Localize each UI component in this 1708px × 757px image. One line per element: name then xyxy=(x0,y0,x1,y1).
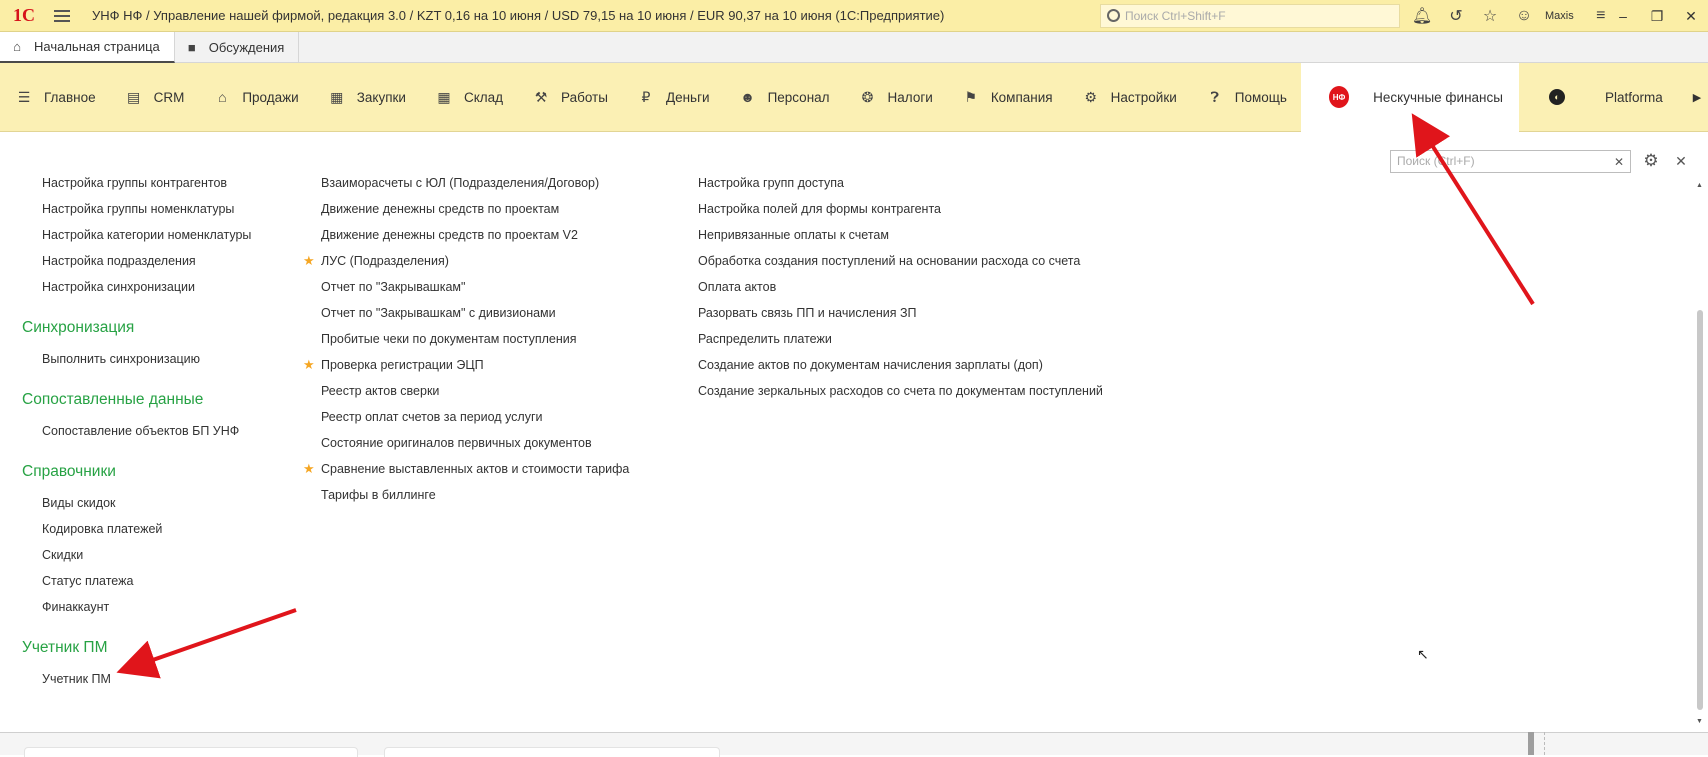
section-label: Нескучные финансы xyxy=(1373,89,1503,105)
list-item[interactable]: Непривязанные оплаты к счетам xyxy=(698,228,889,242)
list-item[interactable]: Сопоставление объектов БП УНФ xyxy=(42,424,240,438)
mouse-cursor-icon: ↖ xyxy=(1417,646,1429,662)
flag-icon: ⚑ xyxy=(964,88,978,105)
list-item[interactable]: Статус платежа xyxy=(42,574,134,588)
tab-label: Обсуждения xyxy=(208,40,285,55)
panel-search-input[interactable]: Поиск (Ctrl+F) xyxy=(1390,150,1631,173)
scroll-up-icon[interactable]: ▲ xyxy=(1696,182,1703,189)
ruble-icon: ₽ xyxy=(641,88,651,105)
list-item[interactable]: Учетник ПМ xyxy=(42,672,111,686)
section-label: Персонал xyxy=(767,89,830,105)
section-label: Продажи xyxy=(242,89,299,105)
section-label: Работы xyxy=(561,89,608,105)
1c-logo-icon[interactable]: 1С xyxy=(13,5,35,25)
list-item[interactable]: Настройка полей для формы контрагента xyxy=(698,202,941,216)
list-item[interactable]: Реестр актов сверки xyxy=(321,384,440,398)
bell-icon[interactable]: 🔔︎ xyxy=(1411,8,1433,25)
settings-menu-icon[interactable]: ≡ xyxy=(1596,7,1606,24)
warehouse-icon: ▦ xyxy=(437,88,451,105)
section-label: Помощь xyxy=(1234,89,1287,105)
section-label: Закупки xyxy=(356,89,406,105)
arrow-to-uchetnik-group xyxy=(124,610,296,670)
section-label: CRM xyxy=(153,89,185,105)
window-title: УНФ НФ / Управление нашей фирмой, редакция 3.0 / KZT 0,16 на 10 июня / USD 79,15 на 10 июня / EUR 90,37 на 10 июня (1С:Предприятие) xyxy=(92,8,945,23)
list-item[interactable]: Оплата актов xyxy=(698,280,777,294)
list-item[interactable]: Отчет по "Закрывашкам" xyxy=(321,280,466,294)
section-label: Platforma xyxy=(1604,89,1663,105)
cart-icon: ▦ xyxy=(330,88,344,105)
list-item[interactable]: Реестр оплат счетов за период услуги xyxy=(321,410,543,424)
favorite-star-icon[interactable]: ★ xyxy=(303,253,315,268)
question-icon: ❓︎ xyxy=(1210,88,1219,105)
section-label: Главное xyxy=(44,89,96,105)
list-item[interactable]: Настройка категории номенклатуры xyxy=(42,228,252,242)
group-title-catalogs: Справочники xyxy=(22,463,116,480)
list-item[interactable]: Пробитые чеки по документам поступления xyxy=(321,332,577,346)
arrow-to-nf-section xyxy=(1416,120,1533,304)
list-item[interactable]: Настройка синхронизации xyxy=(42,280,195,294)
tab-label: Начальная страница xyxy=(34,39,160,54)
list-item[interactable]: Виды скидок xyxy=(42,496,116,510)
star-icon[interactable]: ☆ xyxy=(1482,8,1498,25)
panel-settings-icon[interactable]: ⚙ xyxy=(1643,151,1659,170)
favorite-star-icon[interactable]: ★ xyxy=(303,357,315,372)
emblem-icon: ❂ xyxy=(861,88,874,105)
panel-close-icon[interactable]: ✕ xyxy=(1675,152,1687,169)
list-item[interactable]: ★ Сравнение выставленных актов и стоимости тарифа xyxy=(321,456,629,482)
section-label: Налоги xyxy=(887,89,933,105)
list-item[interactable]: Движение денежны средств по проектам V2 xyxy=(321,228,578,242)
person-icon: ☻ xyxy=(740,89,755,105)
home-icon: ⌂ xyxy=(13,39,21,54)
list-item[interactable]: Тарифы в биллинге xyxy=(321,488,436,502)
list-item[interactable]: Выполнить синхронизацию xyxy=(42,352,201,366)
list-item[interactable]: Обработка создания поступлений на основании расхода со счета xyxy=(698,254,1081,268)
nf-logo-icon: НФ xyxy=(1329,86,1349,108)
list-item[interactable]: Создание актов по документам начисления зарплаты (доп) xyxy=(698,358,1043,372)
list-item[interactable]: Разорвать связь ПП и начисления ЗП xyxy=(698,306,917,320)
user-icon[interactable]: ☺ xyxy=(1515,7,1533,24)
list-item[interactable]: Отчет по "Закрывашкам" с дивизионами xyxy=(321,306,556,320)
section-label: Настройки xyxy=(1110,89,1177,105)
list-item[interactable]: ★ ЛУС (Подразделения) xyxy=(321,248,629,274)
list-item[interactable]: Создание зеркальных расходов со счета по документам поступлений xyxy=(698,384,1103,398)
section-label: Деньги xyxy=(665,89,710,105)
contact-card-icon: ▤ xyxy=(126,88,141,105)
section-label: Склад xyxy=(463,89,504,105)
favorite-star-icon[interactable]: ★ xyxy=(303,461,315,476)
group-title-matched-data: Сопоставленные данные xyxy=(22,391,204,408)
list-item[interactable]: Настройка подразделения xyxy=(42,254,196,268)
list-item[interactable]: Настройка групп доступа xyxy=(698,176,844,190)
minimize-icon[interactable]: – xyxy=(1619,8,1627,24)
list-item[interactable]: Движение денежны средств по проектам xyxy=(321,202,560,216)
group-title-uchetnik: Учетник ПМ xyxy=(22,639,108,656)
section-label: Компания xyxy=(990,89,1053,105)
sections-scroll-right-icon[interactable]: ▶ xyxy=(1692,92,1702,104)
history-icon[interactable]: ↺ xyxy=(1449,8,1463,25)
gear-icon: ⚙ xyxy=(1084,88,1097,105)
user-name[interactable]: Maxis xyxy=(1545,10,1574,22)
list-item[interactable]: Финаккаунт xyxy=(42,600,110,614)
list-item[interactable]: Распределить платежи xyxy=(698,332,832,346)
close-window-icon[interactable]: ✕ xyxy=(1685,7,1697,24)
list-item[interactable]: ★ Проверка регистрации ЭЦП xyxy=(321,352,629,378)
list-item[interactable]: Кодировка платежей xyxy=(42,522,163,536)
list-item[interactable]: Настройка группы номенклатуры xyxy=(42,202,235,216)
list-item[interactable]: Взаиморасчеты с ЮЛ (Подразделения/Договор) xyxy=(321,176,600,190)
list-icon: ☰ xyxy=(17,88,31,105)
clear-search-icon[interactable]: ✕ xyxy=(1608,150,1631,173)
tools-icon: ⚒ xyxy=(534,88,548,105)
list-item[interactable]: Настройка группы контрагентов xyxy=(42,176,228,190)
restore-icon[interactable]: ❐ xyxy=(1650,7,1664,24)
platforma-logo-icon: ◐ xyxy=(1549,89,1565,105)
list-item[interactable]: Скидки xyxy=(42,548,84,562)
group-title-sync: Синхронизация xyxy=(22,319,135,336)
chat-icon: ■ xyxy=(187,40,196,55)
scroll-down-icon[interactable]: ▼ xyxy=(1696,718,1703,725)
global-search-placeholder: Поиск Ctrl+Shift+F xyxy=(1125,9,1226,23)
basket-icon: ⌂ xyxy=(218,89,227,105)
list-item[interactable]: Состояние оригиналов первичных документов xyxy=(321,436,592,450)
